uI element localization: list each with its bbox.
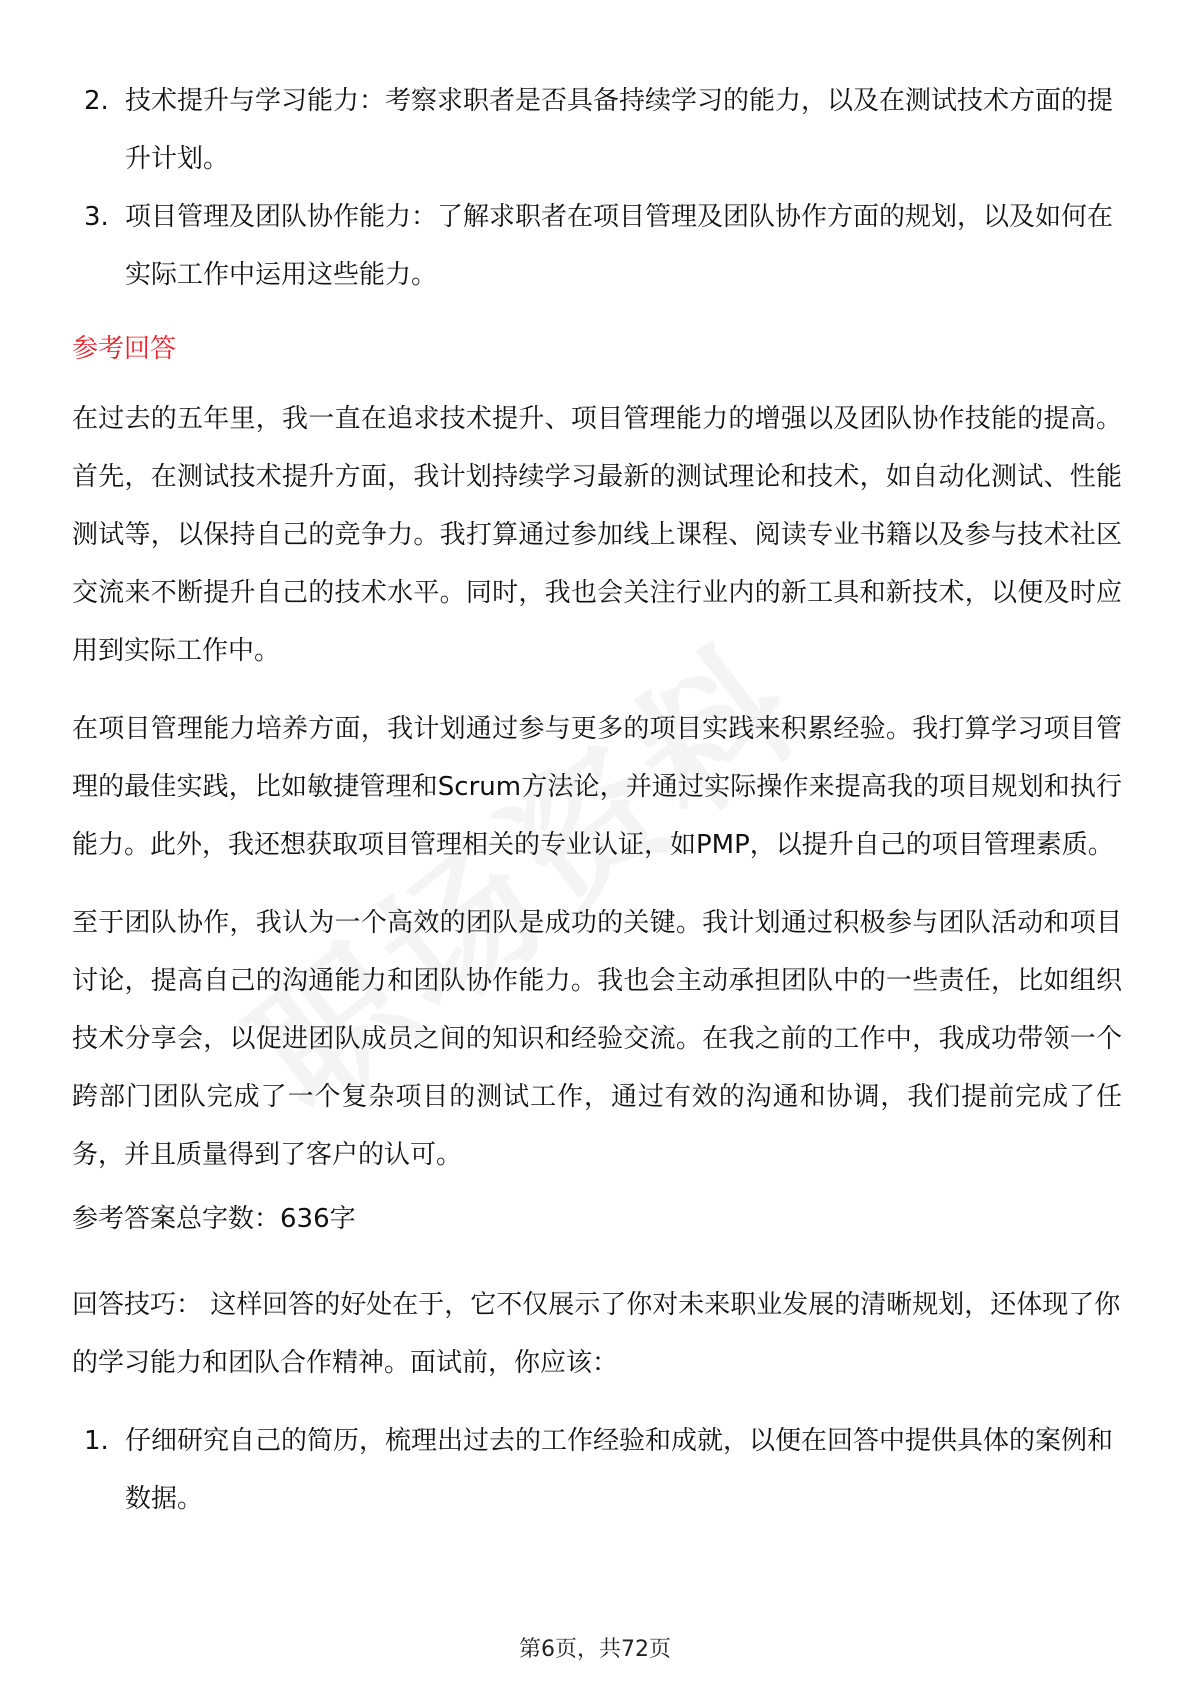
- page-footer: 第6页，共72页: [519, 1637, 671, 1662]
- intro-list: [72, 72, 1122, 304]
- list-item-number: 1.: [84, 1426, 109, 1456]
- list-item-text: 技术提升与学习能力：考察求职者是否具备持续学习的能力，以及在测试技术方面的提升计划。: [125, 86, 1114, 174]
- answer-paragraph: 至于团队协作，我认为一个高效的团队是成功的关键。我计划通过积极参与团队活动和项目讨论，提高自己的沟通能力和团队协作能力。我也会主动承担团队中的一些责任，比如组织技术分享会，以促进团队成员之间的知识和经验交流。在我之前的工作中，我成功带领一个跨部门团队完成了一个复杂项目的测试工作，通过有效的沟通和协调，我们提前完成了任务，并且质量得到了客户的认可。: [72, 908, 1122, 1170]
- page-content: [72, 72, 1122, 1528]
- section-heading: 参考回答: [72, 334, 177, 364]
- answer-paragraph: 在项目管理能力培养方面，我计划通过参与更多的项目实践来积累经验。我打算学习项目管理的最佳实践，比如敏捷管理和Scrum方法论，并通过实际操作来提高我的项目规划和执行能力。此外，我还想获取项目管理相关的专业认证，如PMP，以提升自己的项目管理素质。: [72, 714, 1122, 860]
- tips-paragraph: 回答技巧： 这样回答的好处在于，它不仅展示了你对未来职业发展的清晰规划，还体现了你的学习能力和团队合作精神。面试前，你应该：: [72, 1290, 1121, 1378]
- list-item: [72, 1412, 1122, 1528]
- list-item-text: 仔细研究自己的简历，梳理出过去的工作经验和成就，以便在回答中提供具体的案例和数据。: [125, 1426, 1114, 1514]
- word-count: 参考答案总字数：636字: [72, 1204, 356, 1234]
- tips-list: [72, 1412, 1122, 1528]
- answer-paragraph: 在过去的五年里，我一直在追求技术提升、项目管理能力的增强以及团队协作技能的提高。首先，在测试技术提升方面，我计划持续学习最新的测试理论和技术，如自动化测试、性能测试等，以保持自己的竞争力。我打算通过参加线上课程、阅读专业书籍以及参与技术社区交流来不断提升自己的技术水平。同时，我也会关注行业内的新工具和新技术，以便及时应用到实际工作中。: [72, 404, 1122, 666]
- list-item-number: 2.: [84, 86, 109, 116]
- list-item: [72, 72, 1122, 188]
- list-item-text: 项目管理及团队协作能力：了解求职者在项目管理及团队协作方面的规划，以及如何在实际工作中运用这些能力。: [125, 202, 1114, 290]
- list-item-number: 3.: [84, 202, 109, 232]
- list-item: [72, 188, 1122, 304]
